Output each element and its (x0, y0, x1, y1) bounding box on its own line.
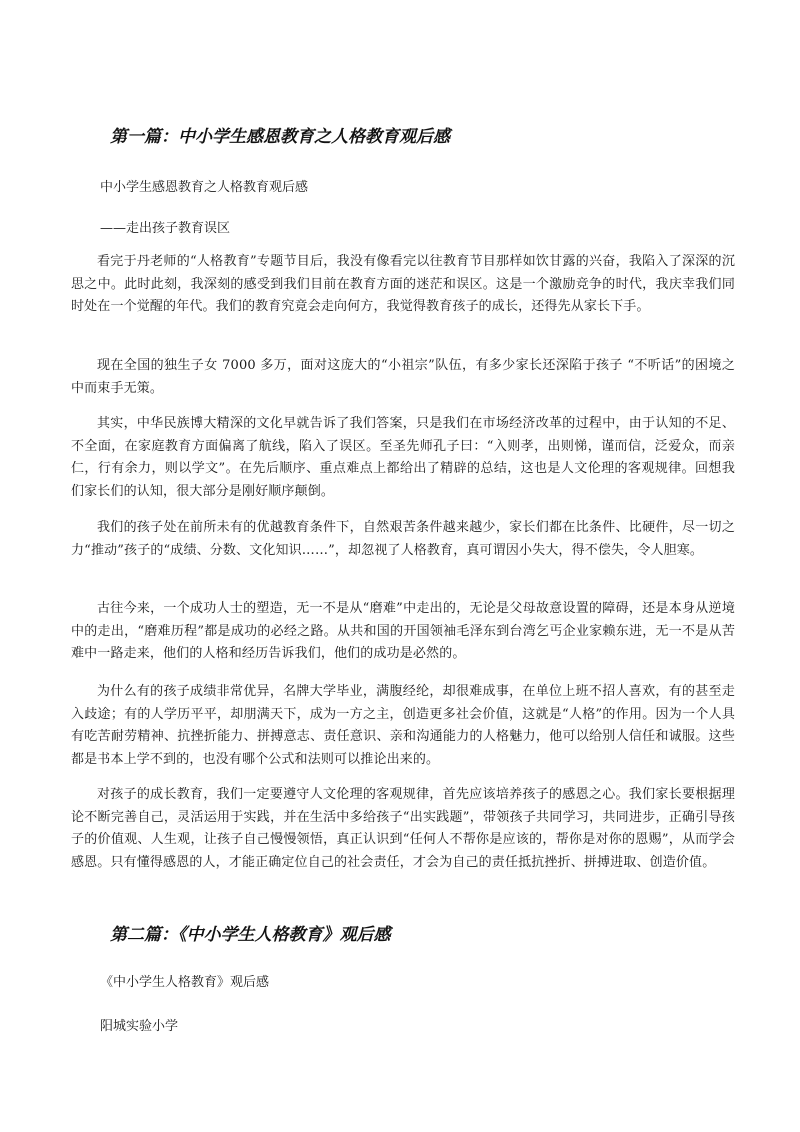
section-1-paragraph-3: 其实，中华民族博大精深的文化早就告诉了我们答案，只是我们在市场经济改革的过程中，由于认知的不足、不全面，在家庭教育方面偏离了航线，陷入了误区。至圣先师孔子曰：“入则孝，出则悌，谨而信，泛爱众，而亲仁，行有余力，则以学文”。在先后顺序、重点难点上都给出了精辟的总结，这也是人文伦理的客观规律。回想我们家长们的认知，很大部分是刚好顺序颠倒。 (71, 416, 735, 499)
section-1-paragraph-6: 为什么有的孩子成绩非常优异，名牌大学毕业，满腹经纶，却很难成事，在单位上班不招人喜欢，有的甚至走入歧途；有的人学历平平，却朋满天下，成为一方之主，创造更多社会价值，这就是“人格”的作用。因为一个人具有吃苦耐劳精神、抗挫折能力、拼搏意志、责任意识、亲和沟通能力的人格魅力，他可以给别人信任和诚服。这些都是书本上学不到的，也没有哪个公式和法则可以推论出来的。 (71, 684, 735, 767)
section-1-heading: 第一篇：中小学生感恩教育之人格教育观后感 (110, 127, 450, 147)
section-1-paragraph-1: 看完于丹老师的“人格教育”专题节目后，我没有像看完以往教育节目那样如饮甘露的兴奋，我陷入了深深的沉思之中。此时此刻，我深刻的感受到我们目前在教育方面的迷茫和误区。这是一个激励竞争的时代，我庆幸我们同时处在一个觉醒的年代。我们的教育究竟会走向何方，我觉得教育孩子的成长，还得先从家长下手。 (71, 254, 735, 314)
section-1-paragraph-4: 我们的孩子处在前所未有的优越教育条件下，自然艰苦条件越来越少，家长们都在比条件、比硬件，尽一切之力“推动”孩子的“成绩、分数、文化知识……”，却忽视了人格教育，真可谓因小失大，得不偿失，令人胆寒。 (71, 520, 735, 558)
section-1-subtitle: 中小学生感恩教育之人格教育观后感 (100, 180, 309, 195)
section-2-subtitle: 《中小学生人格教育》观后感 (100, 975, 270, 990)
section-1-paragraph-7: 对孩子的成长教育，我们一定要遵守人文伦理的客观规律，首先应该培养孩子的感恩之心。我们家长要根据理论不断完善自己，灵活运用于实践，并在生活中多给孩子“出实践题”，带领孩子共同学习，共同进步，正确引导孩子的价值观、人生观，让孩子自己慢慢领悟，真正认识到“任何人不帮你是应该的，帮你是对你的恩赐”，从而学会感恩。只有懂得感恩的人，才能正确定位自己的社会责任，才会为自己的责任抵抗挫折、拼搏进取、创造价值。 (71, 787, 735, 870)
section-2-school: 阳城实验小学 (100, 1019, 179, 1034)
section-1-paragraph-2: 现在全国的独生子女 7000 多万，面对这庞大的“小祖宗”队伍，有多少家长还深陷于孩子 “不听话”的困境之中而束手无策。 (71, 358, 735, 396)
section-1-tagline: ——走出孩子教育误区 (100, 221, 231, 236)
section-1-paragraph-5: 古往今来，一个成功人士的塑造，无一不是从“磨难”中走出的，无论是父母故意设置的障碍，还是本身从逆境中的走出，“磨难历程”都是成功的必经之路。从共和国的开国领袖毛泽东到台湾乞丐企业家赖东进，无一不是从苦难中一路走来，他们的人格和经历告诉我们，他们的成功是必然的。 (71, 601, 735, 661)
section-2-heading: 第二篇：《中小学生人格教育》观后感 (110, 925, 391, 945)
